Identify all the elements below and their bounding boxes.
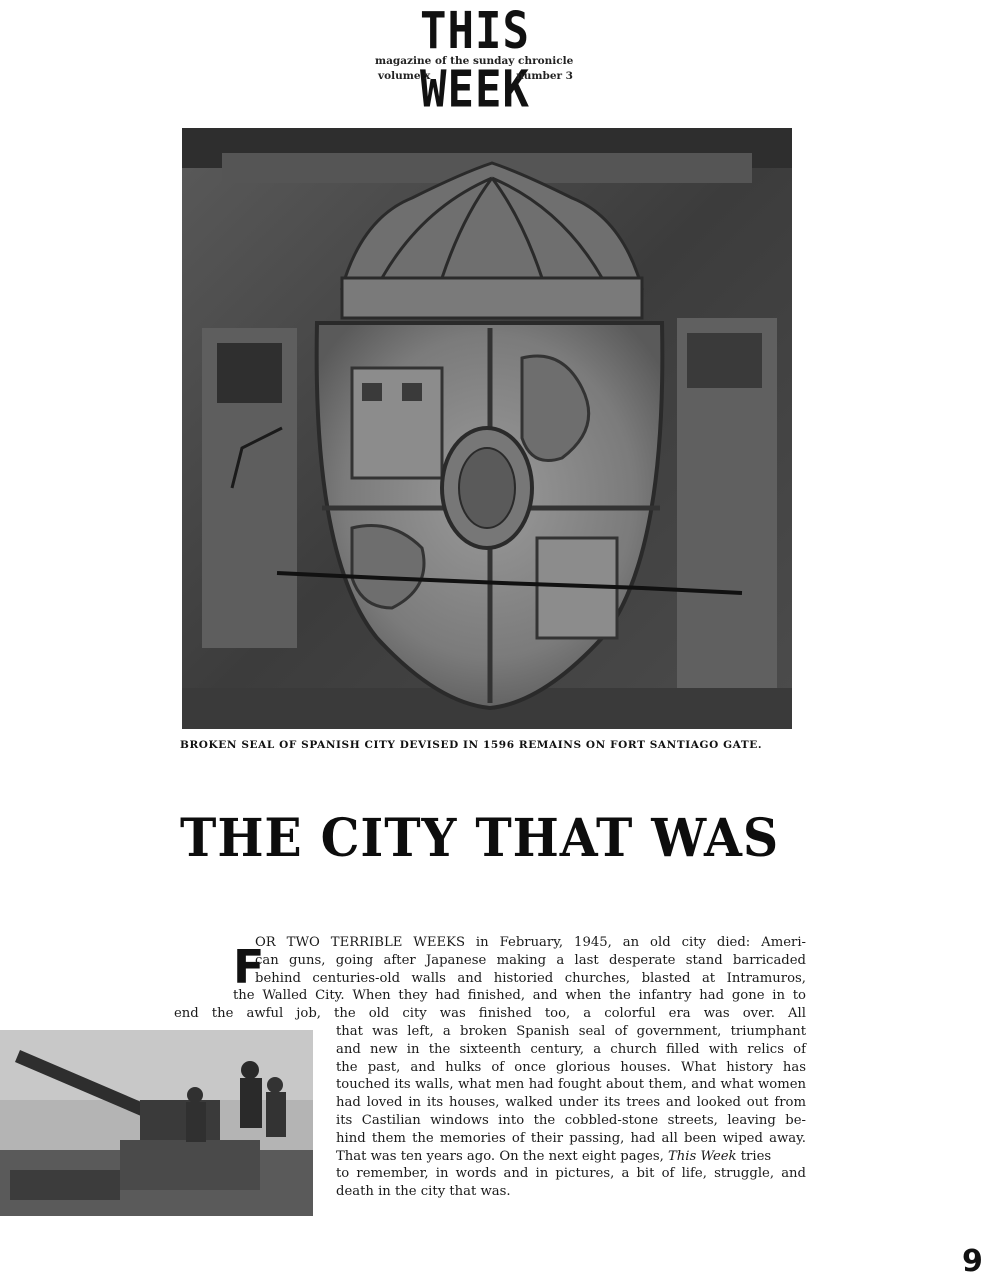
article-line: touched its walls, what men had fought about them, and what women [336,1077,806,1093]
magazine-title: THIS WEEK [420,2,530,120]
article-line-text: That was ten years ago. On the next eight pages, [336,1148,664,1164]
article-line: behind centuries-old walls and historied churches, blasted at Intramuros, [255,970,806,986]
page-number: 9 [962,1244,983,1279]
article-line: that was left, a broken Spanish seal of government, triumphant [336,1023,806,1039]
article-line: hind them the memories of their passing, had all been wiped away. [336,1130,806,1146]
article-body [174,934,806,1201]
article-line: the Walled City. When they had finished, and when the infantry had gone in to [233,988,806,1004]
article-line: end the awful job, the old city was finished too, a colorful era was over. All [174,1006,806,1022]
volume-label: volume x [378,70,431,82]
article-line: had loved in its houses, walked under its trees and looked out from [336,1095,806,1111]
article-line-tail: tries [740,1148,772,1164]
article-line: and new in the sixteenth century, a church filled with relics of [336,1041,806,1057]
article-line [336,1148,806,1166]
magazine-subtitle: magazine of the sunday chronicle [375,55,574,67]
article-line: its Castilian windows into the cobbled-stone streets, leaving be- [336,1112,806,1128]
article-line: OR TWO TERRIBLE WEEKS in February, 1945, an old city died: Ameri- [255,935,806,950]
coat-of-arms-seal-photo-icon [182,128,792,729]
number-label: number 3 [516,70,573,82]
article-line: to remember, in words and in pictures, a bit of life, struggle, and [336,1166,806,1182]
issue-info [378,70,573,82]
magazine-title-italic: This Week [668,1148,737,1164]
artillery-gun-photo-icon [0,1030,313,1216]
article-line: can guns, going after Japanese making a last desperate stand barricaded [255,952,806,968]
article-line: the past, and hulks of once glorious houses. What history has [336,1059,806,1075]
photo-caption: BROKEN SEAL OF SPANISH CITY DEVISED IN 1596 REMAINS ON FORT SANTIAGO GATE. [180,739,763,751]
drop-cap: F [233,940,265,994]
seal-photo [182,128,792,729]
artillery-photo [0,1030,313,1216]
article-headline: THE CITY THAT WAS [180,808,780,869]
article-line: death in the city that was. [336,1184,511,1200]
